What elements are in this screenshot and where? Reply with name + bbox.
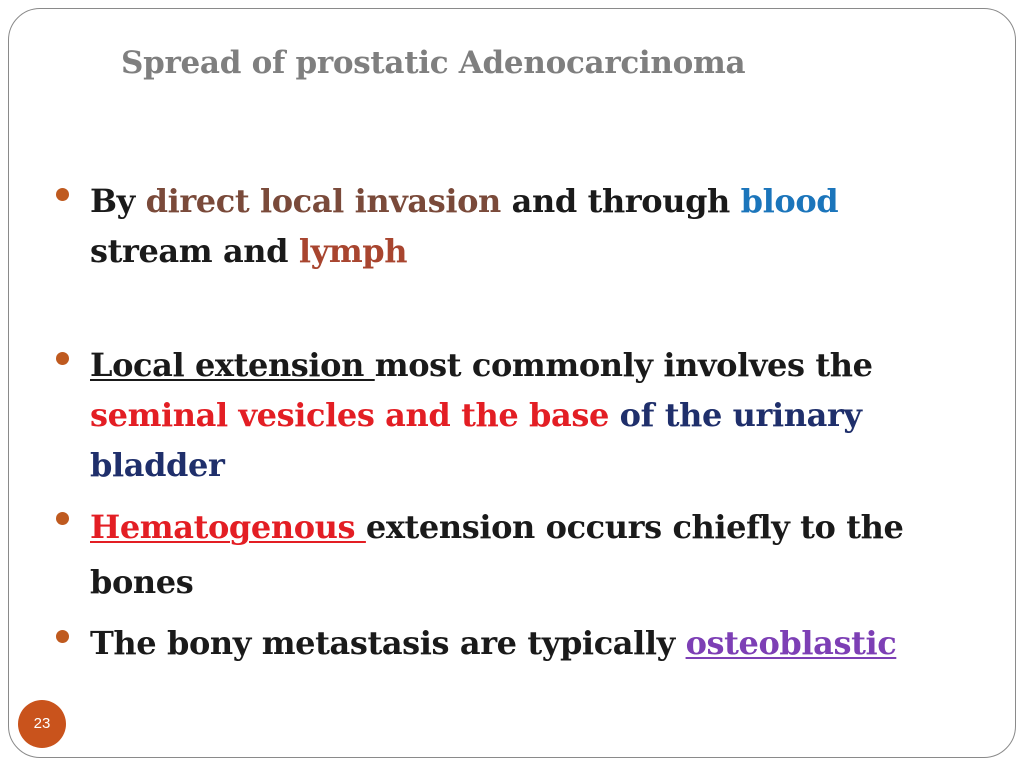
text-segment-highlight: of the urinary bladder [90, 396, 862, 484]
slide-title: Spread of prostatic Adenocarcinoma [121, 45, 746, 81]
text-segment: most commonly involves the [374, 346, 873, 384]
bullet-dot-icon [56, 352, 69, 365]
bullet-dot-icon [56, 188, 69, 201]
text-segment-link[interactable]: osteoblastic [685, 624, 897, 662]
bullet-text-1 [90, 176, 996, 276]
bullet-text-4 [90, 618, 996, 668]
page-number-badge: 23 [18, 700, 66, 748]
bullet-dot-icon [56, 512, 69, 525]
text-segment-underlined: Hematogenous [90, 508, 366, 546]
bullet-item-4 [56, 618, 996, 668]
text-segment: extension occurs chiefly to the bones [90, 508, 904, 601]
text-segment-highlight: lymph [298, 232, 408, 270]
text-segment-highlight: blood [740, 182, 839, 220]
text-segment-underlined: Local extension [90, 346, 375, 384]
bullet-item-2 [56, 340, 996, 490]
text-segment: and through [500, 182, 741, 220]
bullet-dot-icon [56, 630, 69, 643]
text-segment: By [90, 182, 146, 220]
bullet-text-2 [90, 340, 996, 490]
bullet-text-3 [90, 500, 996, 610]
text-segment: stream and [90, 232, 299, 270]
text-segment-highlight: seminal vesicles and the base [90, 396, 609, 434]
bullet-item-3 [56, 500, 996, 610]
bullet-item-1 [56, 176, 996, 276]
text-segment: The bony metastasis are typically [90, 624, 686, 662]
text-segment-highlight: direct local invasion [145, 182, 501, 220]
